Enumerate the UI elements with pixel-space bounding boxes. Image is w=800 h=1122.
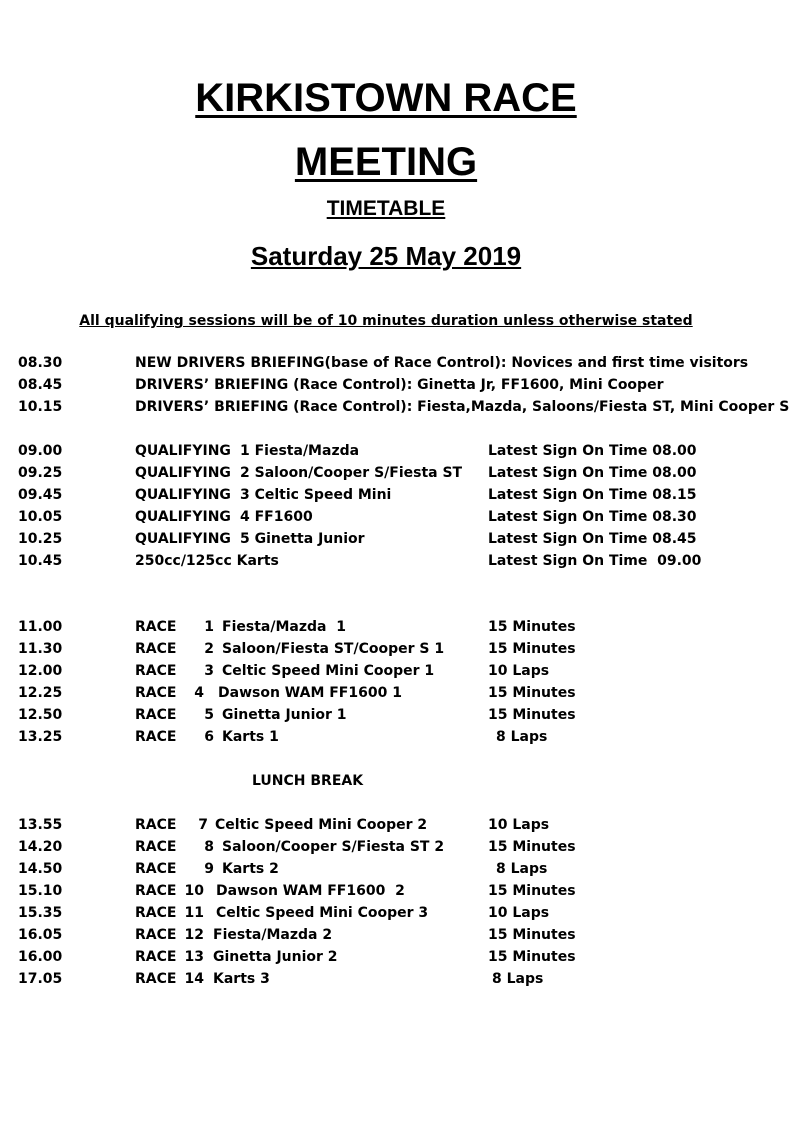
race-time: 13.25 bbox=[18, 729, 63, 745]
race-row bbox=[0, 858, 800, 880]
qualifying-row bbox=[0, 462, 800, 484]
race-name: Karts 3 bbox=[213, 971, 270, 987]
race-duration: 10 Laps bbox=[488, 817, 550, 833]
qualifying-signon: Latest Sign On Time 08.00 bbox=[488, 465, 697, 481]
race-name: Karts 1 bbox=[222, 729, 279, 745]
race-time: 11.30 bbox=[18, 641, 63, 657]
race-number: 13 bbox=[184, 949, 204, 965]
race-time: 14.20 bbox=[18, 839, 63, 855]
qualifying-session: QUALIFYING bbox=[135, 509, 231, 525]
race-name: Celtic Speed Mini Cooper 3 bbox=[216, 905, 429, 921]
race-name: Ginetta Junior 2 bbox=[213, 949, 338, 965]
briefing-text: NEW DRIVERS BRIEFING(base of Race Control): Novices and first time visitors bbox=[135, 355, 749, 371]
qualifying-time: 10.45 bbox=[18, 553, 63, 569]
race-name: Fiesta/Mazda 1 bbox=[222, 619, 346, 635]
qualifying-class: 5 Ginetta Junior bbox=[240, 531, 365, 547]
briefing-row bbox=[0, 396, 800, 418]
qualifying-signon: Latest Sign On Time 08.15 bbox=[488, 487, 697, 503]
race-duration: 15 Minutes bbox=[488, 839, 576, 855]
race-time: 17.05 bbox=[18, 971, 63, 987]
race-row bbox=[0, 924, 800, 946]
race-number: 9 bbox=[204, 861, 214, 877]
race-duration: 10 Laps bbox=[488, 663, 550, 679]
qualifying-signon: Latest Sign On Time 09.00 bbox=[488, 553, 702, 569]
race-label: RACE bbox=[135, 971, 177, 987]
race-label: RACE bbox=[135, 949, 177, 965]
qualifying-row bbox=[0, 550, 800, 572]
race-row bbox=[0, 946, 800, 968]
qualifying-class: 2 Saloon/Cooper S/Fiesta ST bbox=[240, 465, 463, 481]
race-row bbox=[0, 968, 800, 990]
race-name: Ginetta Junior 1 bbox=[222, 707, 347, 723]
page-title-line2: MEETING bbox=[294, 140, 478, 184]
qualifying-signon: Latest Sign On Time 08.30 bbox=[488, 509, 697, 525]
qualifying-session: 250cc/125cc Karts bbox=[135, 553, 279, 569]
qualifying-time: 09.45 bbox=[18, 487, 63, 503]
qualifying-signon: Latest Sign On Time 08.00 bbox=[488, 443, 697, 459]
qualifying-note: All qualifying sessions will be of 10 minutes duration unless otherwise stated bbox=[79, 313, 693, 329]
race-duration: 15 Minutes bbox=[488, 927, 576, 943]
race-number: 6 bbox=[204, 729, 214, 745]
page-title-line1: KIRKISTOWN RACE bbox=[195, 76, 577, 120]
race-number: 8 bbox=[204, 839, 214, 855]
qualifying-time: 10.05 bbox=[18, 509, 63, 525]
qualifying-session: QUALIFYING bbox=[135, 487, 231, 503]
qualifying-row bbox=[0, 528, 800, 550]
lunch-break: LUNCH BREAK bbox=[252, 773, 364, 789]
race-number: 1 bbox=[204, 619, 214, 635]
race-number: 14 bbox=[184, 971, 204, 987]
race-time: 15.35 bbox=[18, 905, 63, 921]
race-name: Dawson WAM FF1600 2 bbox=[216, 883, 405, 899]
race-row bbox=[0, 814, 800, 836]
race-duration: 15 Minutes bbox=[488, 685, 576, 701]
race-label: RACE bbox=[135, 685, 177, 701]
qualifying-class: 3 Celtic Speed Mini bbox=[240, 487, 392, 503]
qualifying-session: QUALIFYING bbox=[135, 465, 231, 481]
race-name: Celtic Speed Mini Cooper 2 bbox=[215, 817, 428, 833]
race-duration: 15 Minutes bbox=[488, 883, 576, 899]
briefing-text: DRIVERS’ BRIEFING (Race Control): Ginetta Jr, FF1600, Mini Cooper bbox=[135, 377, 664, 393]
race-name: Fiesta/Mazda 2 bbox=[213, 927, 333, 943]
race-duration: 8 Laps bbox=[492, 971, 544, 987]
race-name: Celtic Speed Mini Cooper 1 bbox=[222, 663, 435, 679]
qualifying-signon: Latest Sign On Time 08.45 bbox=[488, 531, 697, 547]
briefing-time: 08.30 bbox=[18, 355, 63, 371]
briefing-text: DRIVERS’ BRIEFING (Race Control): Fiesta,Mazda, Saloons/Fiesta ST, Mini Cooper S bbox=[135, 399, 790, 415]
race-duration: 8 Laps bbox=[496, 729, 548, 745]
race-label: RACE bbox=[135, 817, 177, 833]
briefing-time: 08.45 bbox=[18, 377, 63, 393]
race-number: 4 bbox=[194, 685, 204, 701]
qualifying-session: QUALIFYING bbox=[135, 531, 231, 547]
race-number: 5 bbox=[204, 707, 214, 723]
race-duration: 8 Laps bbox=[496, 861, 548, 877]
race-duration: 15 Minutes bbox=[488, 641, 576, 657]
race-time: 12.00 bbox=[18, 663, 63, 679]
race-time: 16.05 bbox=[18, 927, 63, 943]
race-label: RACE bbox=[135, 641, 177, 657]
race-number: 7 bbox=[198, 817, 208, 833]
event-date: Saturday 25 May 2019 bbox=[250, 241, 522, 271]
qualifying-time: 10.25 bbox=[18, 531, 63, 547]
race-duration: 15 Minutes bbox=[488, 619, 576, 635]
race-row bbox=[0, 638, 800, 660]
qualifying-session: QUALIFYING bbox=[135, 443, 231, 459]
race-row bbox=[0, 836, 800, 858]
race-number: 10 bbox=[184, 883, 204, 899]
briefing-time: 10.15 bbox=[18, 399, 63, 415]
race-row bbox=[0, 682, 800, 704]
race-time: 16.00 bbox=[18, 949, 63, 965]
race-number: 11 bbox=[184, 905, 204, 921]
briefing-row bbox=[0, 352, 800, 374]
race-time: 11.00 bbox=[18, 619, 63, 635]
race-name: Saloon/Fiesta ST/Cooper S 1 bbox=[222, 641, 445, 657]
race-label: RACE bbox=[135, 839, 177, 855]
race-label: RACE bbox=[135, 927, 177, 943]
race-duration: 15 Minutes bbox=[488, 949, 576, 965]
race-name: Saloon/Cooper S/Fiesta ST 2 bbox=[222, 839, 445, 855]
briefing-row bbox=[0, 374, 800, 396]
race-number: 3 bbox=[204, 663, 214, 679]
race-label: RACE bbox=[135, 707, 177, 723]
race-number: 2 bbox=[204, 641, 214, 657]
race-label: RACE bbox=[135, 663, 177, 679]
qualifying-class: 4 FF1600 bbox=[240, 509, 313, 525]
race-row bbox=[0, 902, 800, 924]
race-row bbox=[0, 660, 800, 682]
race-label: RACE bbox=[135, 905, 177, 921]
race-label: RACE bbox=[135, 883, 177, 899]
race-row bbox=[0, 880, 800, 902]
race-label: RACE bbox=[135, 729, 177, 745]
qualifying-time: 09.25 bbox=[18, 465, 63, 481]
qualifying-row bbox=[0, 440, 800, 462]
qualifying-row bbox=[0, 506, 800, 528]
race-label: RACE bbox=[135, 619, 177, 635]
race-number: 12 bbox=[184, 927, 204, 943]
race-row bbox=[0, 616, 800, 638]
race-duration: 10 Laps bbox=[488, 905, 550, 921]
page-subtitle: TIMETABLE bbox=[326, 197, 446, 220]
race-row bbox=[0, 726, 800, 748]
race-time: 13.55 bbox=[18, 817, 63, 833]
qualifying-row bbox=[0, 484, 800, 506]
race-time: 12.25 bbox=[18, 685, 63, 701]
race-time: 12.50 bbox=[18, 707, 63, 723]
qualifying-class: 1 Fiesta/Mazda bbox=[240, 443, 360, 459]
race-duration: 15 Minutes bbox=[488, 707, 576, 723]
race-row bbox=[0, 704, 800, 726]
race-time: 14.50 bbox=[18, 861, 63, 877]
race-time: 15.10 bbox=[18, 883, 63, 899]
race-name: Karts 2 bbox=[222, 861, 279, 877]
race-label: RACE bbox=[135, 861, 177, 877]
qualifying-time: 09.00 bbox=[18, 443, 63, 459]
race-name: Dawson WAM FF1600 1 bbox=[218, 685, 402, 701]
